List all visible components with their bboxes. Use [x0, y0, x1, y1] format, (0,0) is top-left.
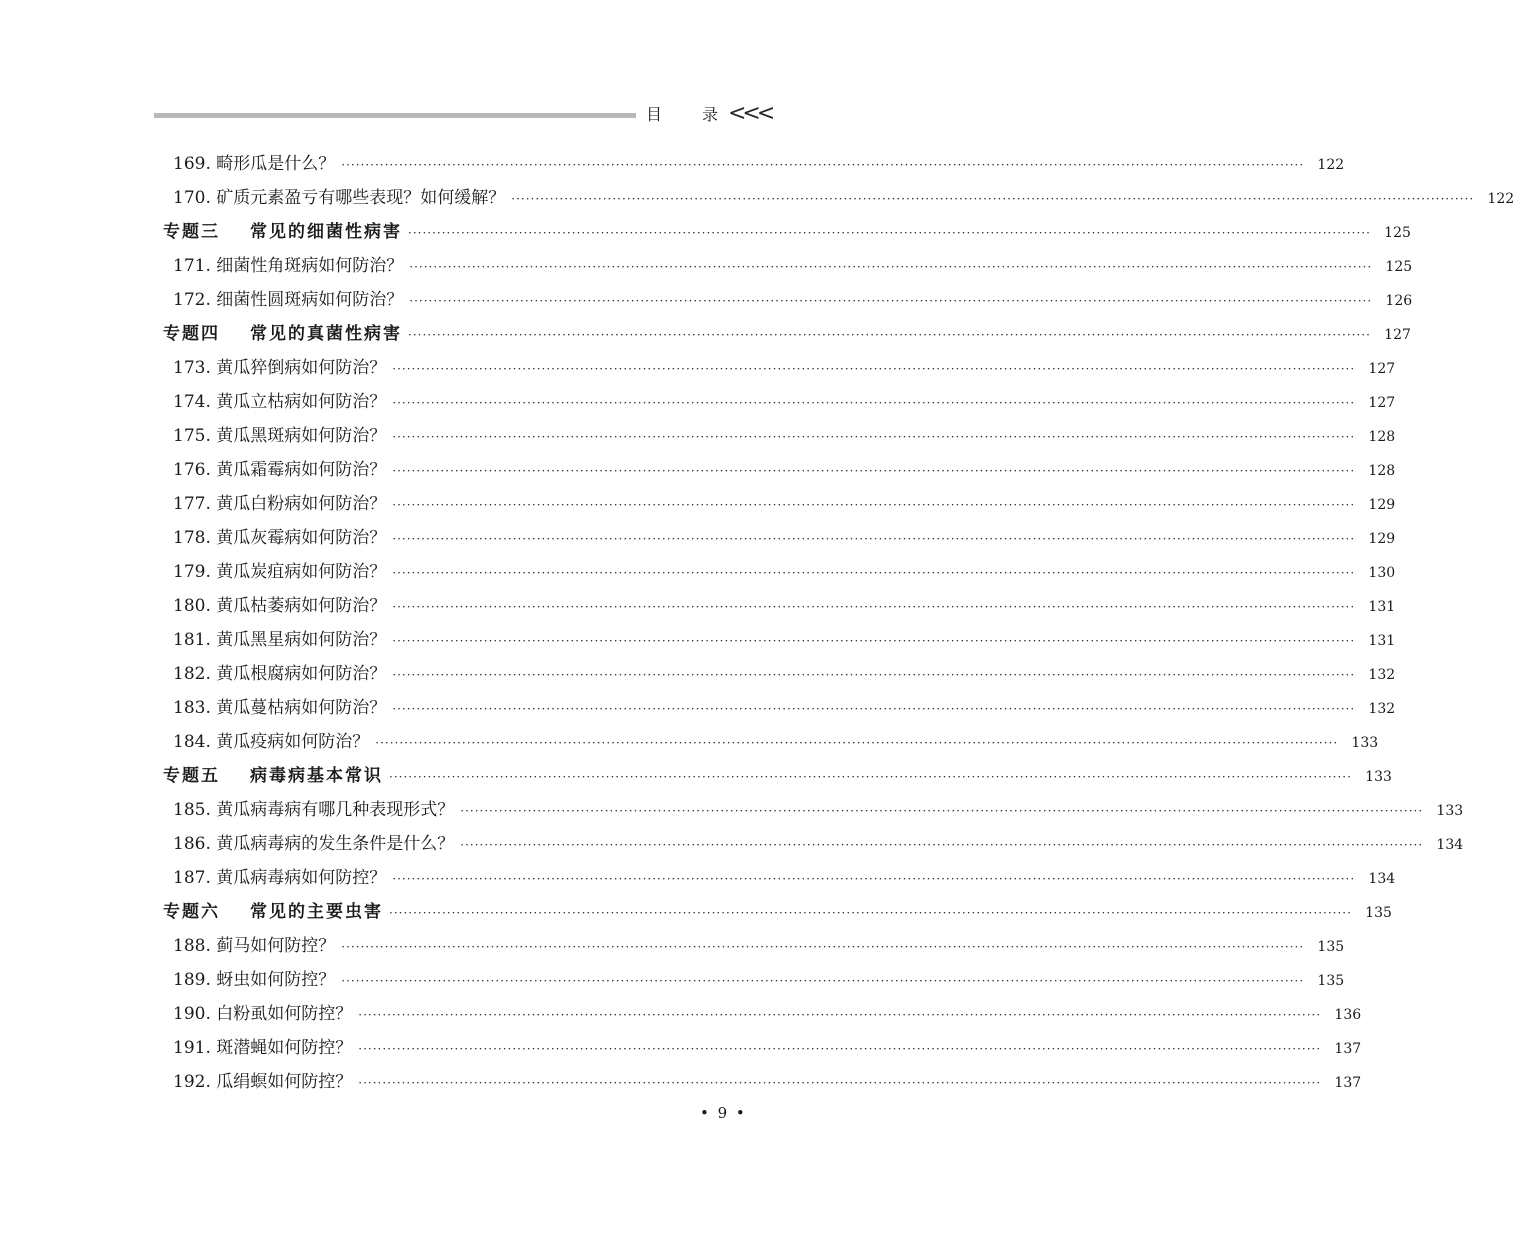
toc-page-number: 127 — [1384, 327, 1411, 343]
toc-entry-label: 184. 黄瓜疫病如何防治？ — [173, 732, 370, 752]
toc-page-number: 131 — [1368, 599, 1396, 615]
toc-dot-leader: ········································································································································································································ — [408, 328, 1371, 342]
toc-dot-leader: ········································································································································································································ — [375, 736, 1339, 750]
toc-entry-label: 186. 黄瓜病毒病的发生条件是什么？ — [173, 834, 455, 854]
toc-page-number: 131 — [1368, 633, 1396, 649]
toc-page-number: 134 — [1436, 837, 1464, 853]
toc-page-number: 135 — [1365, 905, 1392, 921]
toc-entry-label: 182. 黄瓜根腐病如何防治？ — [173, 664, 387, 684]
toc-entry-label: 175. 黄瓜黑斑病如何防治？ — [173, 426, 387, 446]
toc-entry-label: 178. 黄瓜灰霉病如何防治？ — [173, 528, 387, 548]
toc-dot-leader: ········································································································································································································ — [358, 1076, 1322, 1090]
toc-entry-label: 174. 黄瓜立枯病如何防治？ — [173, 392, 387, 412]
toc-page-number: 135 — [1317, 973, 1345, 989]
toc-entry-label: 190. 白粉虱如何防控？ — [173, 1004, 353, 1024]
toc-dot-leader: ········································································································································································································ — [392, 872, 1356, 886]
toc-dot-leader: ········································································································································································································ — [341, 158, 1305, 172]
toc-dot-leader: ········································································································································································································ — [341, 974, 1305, 988]
toc-page-number: 126 — [1385, 293, 1413, 309]
toc-entry — [163, 1065, 1362, 1099]
toc-entry — [163, 181, 1514, 215]
toc-section-label — [163, 895, 383, 929]
toc-section-prefix: 专题五 — [163, 766, 220, 786]
toc-dot-leader: ········································································································································································································ — [460, 804, 1424, 818]
toc-page-number: 134 — [1368, 871, 1396, 887]
toc-entry-label: 177. 黄瓜白粉病如何防治？ — [173, 494, 387, 514]
toc-entry — [163, 997, 1362, 1031]
page-number: • 9 • — [700, 1104, 747, 1122]
toc-page-number: 122 — [1317, 157, 1345, 173]
toc-entry-label: 176. 黄瓜霜霉病如何防治？ — [173, 460, 387, 480]
toc-page-number: 129 — [1368, 531, 1396, 547]
toc-entry-label: 188. 蓟马如何防控？ — [173, 936, 336, 956]
toc-dot-leader: ········································································································································································································ — [392, 566, 1356, 580]
toc-dot-leader: ········································································································································································································ — [511, 192, 1475, 206]
toc-page-number: 136 — [1334, 1007, 1362, 1023]
toc-dot-leader: ········································································································································································································ — [392, 498, 1356, 512]
toc-entry-label: 192. 瓜绢螟如何防控？ — [173, 1072, 353, 1092]
toc-entry — [163, 691, 1396, 725]
toc-section-prefix: 专题六 — [163, 902, 220, 922]
toc-section-heading — [163, 895, 1392, 929]
toc-page-number: 129 — [1368, 497, 1396, 513]
toc-entry — [163, 555, 1396, 589]
toc-dot-leader: ········································································································································································································ — [392, 668, 1356, 682]
toc-page-number: 127 — [1368, 395, 1396, 411]
toc-dot-leader: ········································································································································································································ — [409, 294, 1373, 308]
toc-entry — [163, 487, 1396, 521]
toc-entry — [163, 419, 1396, 453]
chevron-left-icon: <<< — [728, 101, 772, 126]
toc-page-number: 132 — [1368, 701, 1396, 717]
toc-page-number: 125 — [1385, 259, 1413, 275]
toc-page-number: 128 — [1368, 429, 1396, 445]
toc-page-number: 122 — [1487, 191, 1514, 207]
running-header — [154, 101, 772, 128]
toc-page-number: 130 — [1368, 565, 1396, 581]
toc-page-number: 132 — [1368, 667, 1396, 683]
toc-dot-leader: ········································································································································································································ — [358, 1008, 1322, 1022]
toc-entry — [163, 963, 1345, 997]
toc-entry — [163, 793, 1464, 827]
toc-entry-label: 172. 细菌性圆斑病如何防治？ — [173, 290, 404, 310]
toc-entry — [163, 725, 1379, 759]
toc-dot-leader: ········································································································································································································ — [408, 226, 1371, 240]
toc-dot-leader: ········································································································································································································ — [392, 464, 1356, 478]
toc-dot-leader: ········································································································································································································ — [409, 260, 1373, 274]
toc-dot-leader: ········································································································································································································ — [341, 940, 1305, 954]
toc-entry — [163, 589, 1396, 623]
toc-section-label — [163, 215, 402, 249]
toc-section-title: 常见的真菌性病害 — [250, 324, 402, 344]
toc-page-number: 137 — [1334, 1075, 1362, 1091]
toc-section-title: 常见的细菌性病害 — [250, 222, 402, 242]
toc-entry — [163, 521, 1396, 555]
toc-entry — [163, 351, 1396, 385]
toc-section-prefix: 专题四 — [163, 324, 220, 344]
toc-page-number: 133 — [1436, 803, 1464, 819]
header-title-part2: 录 — [702, 105, 719, 124]
toc-page-number: 125 — [1384, 225, 1411, 241]
toc-entry — [163, 283, 1413, 317]
toc-section-prefix: 专题三 — [163, 222, 220, 242]
toc-dot-leader: ········································································································································································································ — [392, 362, 1356, 376]
toc-entry-label: 191. 斑潜蝇如何防控？ — [173, 1038, 353, 1058]
toc-page-number: 137 — [1334, 1041, 1362, 1057]
toc-section-title: 病毒病基本常识 — [250, 766, 383, 786]
toc-dot-leader: ········································································································································································································ — [392, 532, 1356, 546]
toc-entry — [163, 657, 1396, 691]
toc-page-number: 133 — [1351, 735, 1379, 751]
toc-entry — [163, 385, 1396, 419]
header-title-part1: 目 — [646, 105, 663, 124]
toc-entry — [163, 623, 1396, 657]
toc-entry-label: 189. 蚜虫如何防控？ — [173, 970, 336, 990]
toc-entry — [163, 249, 1413, 283]
toc-entry — [163, 827, 1464, 861]
toc-entry — [163, 147, 1345, 181]
toc-entry — [163, 1031, 1362, 1065]
toc-entry-label: 169. 畸形瓜是什么？ — [173, 154, 336, 174]
table-of-contents — [163, 147, 1514, 1099]
toc-section-heading — [163, 759, 1392, 793]
toc-dot-leader: ········································································································································································································ — [392, 430, 1356, 444]
toc-section-heading — [163, 215, 1411, 249]
toc-dot-leader: ········································································································································································································ — [389, 770, 1352, 784]
toc-entry — [163, 929, 1345, 963]
toc-entry-label: 173. 黄瓜猝倒病如何防治？ — [173, 358, 387, 378]
toc-dot-leader: ········································································································································································································ — [392, 634, 1356, 648]
toc-dot-leader: ········································································································································································································ — [392, 396, 1356, 410]
toc-section-label — [163, 759, 383, 793]
toc-dot-leader: ········································································································································································································ — [392, 702, 1356, 716]
toc-entry-label: 181. 黄瓜黑星病如何防治？ — [173, 630, 387, 650]
toc-entry-label: 179. 黄瓜炭疽病如何防治？ — [173, 562, 387, 582]
toc-page-number: 128 — [1368, 463, 1396, 479]
toc-entry — [163, 861, 1396, 895]
toc-entry-label: 187. 黄瓜病毒病如何防控？ — [173, 868, 387, 888]
toc-section-heading — [163, 317, 1411, 351]
toc-section-title: 常见的主要虫害 — [250, 902, 383, 922]
toc-entry — [163, 453, 1396, 487]
toc-entry-label: 185. 黄瓜病毒病有哪几种表现形式？ — [173, 800, 455, 820]
toc-entry-label: 180. 黄瓜枯萎病如何防治？ — [173, 596, 387, 616]
toc-entry-label: 171. 细菌性角斑病如何防治？ — [173, 256, 404, 276]
toc-dot-leader: ········································································································································································································ — [460, 838, 1424, 852]
toc-page-number: 127 — [1368, 361, 1396, 377]
toc-section-label — [163, 317, 402, 351]
header-rule — [154, 113, 636, 118]
toc-dot-leader: ········································································································································································································ — [389, 906, 1352, 920]
toc-page-number: 133 — [1365, 769, 1392, 785]
toc-entry-label: 170. 矿质元素盈亏有哪些表现？如何缓解？ — [173, 188, 506, 208]
toc-page-number: 135 — [1317, 939, 1345, 955]
toc-entry-label: 183. 黄瓜蔓枯病如何防治？ — [173, 698, 387, 718]
toc-dot-leader: ········································································································································································································ — [358, 1042, 1322, 1056]
toc-dot-leader: ········································································································································································································ — [392, 600, 1356, 614]
